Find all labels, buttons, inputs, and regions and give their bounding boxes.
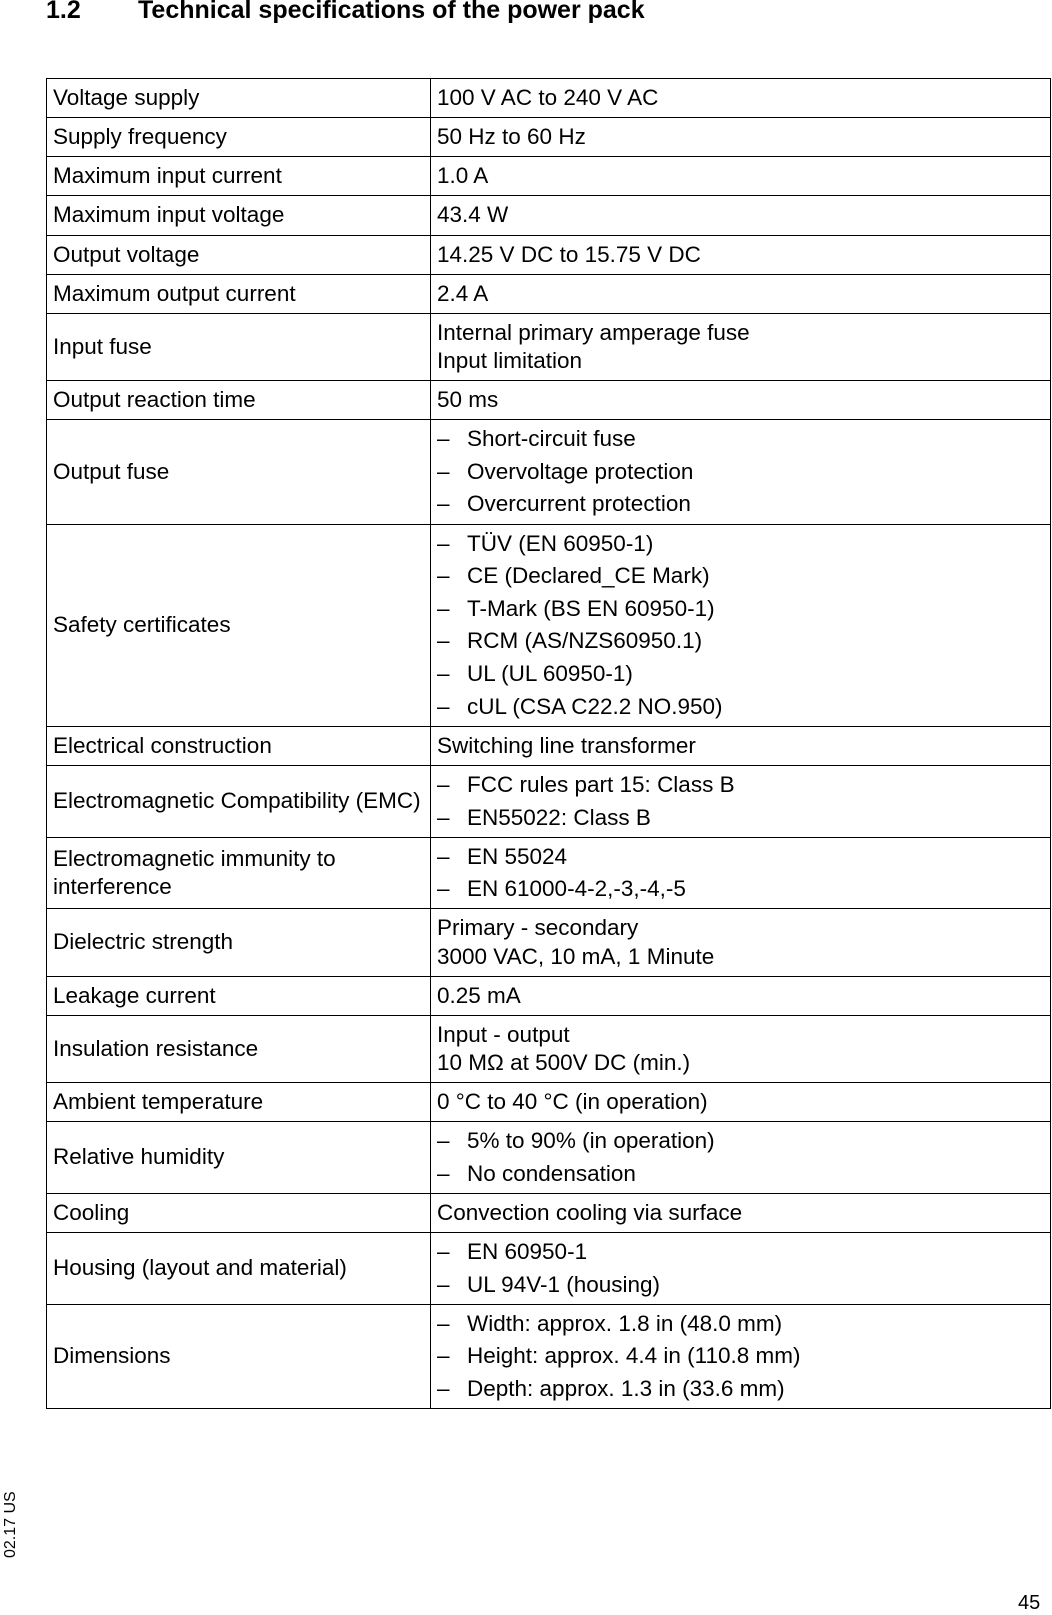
list-dash: –	[437, 595, 450, 621]
spec-row	[47, 1015, 1051, 1082]
spec-label: Input fuse	[47, 313, 431, 380]
spec-value	[431, 235, 1051, 274]
spec-list-item-text: EN 61000-4-2,-3,-4,-5	[467, 876, 686, 902]
spec-value	[431, 313, 1051, 380]
spec-value	[431, 1122, 1051, 1194]
spec-value	[431, 837, 1051, 909]
spec-value	[431, 765, 1051, 837]
spec-list-item	[437, 1238, 1044, 1266]
spec-list-item	[437, 1375, 1044, 1403]
spec-value-line: 1.0 A	[437, 163, 489, 189]
spec-list-item-text: Overcurrent protection	[467, 491, 691, 517]
spec-list-item	[437, 458, 1044, 486]
list-dash: –	[437, 1376, 450, 1401]
spec-value-line: 0 °C to 40 °C (in operation)	[437, 1089, 708, 1114]
spec-row	[47, 313, 1051, 380]
spec-label: Supply frequency	[47, 118, 431, 157]
spec-list-item	[437, 595, 1044, 623]
spec-row	[47, 196, 1051, 235]
spec-list-item	[437, 875, 1044, 903]
spec-list-item-text: No condensation	[467, 1160, 636, 1186]
spec-list-item	[437, 1310, 1044, 1338]
spec-list-item-text: Width: approx. 1.8 in (48.0 mm)	[467, 1310, 783, 1336]
spec-value-line: Primary - secondary	[437, 915, 639, 941]
spec-list-item-text: T-Mark (BS EN 60950-1)	[467, 595, 715, 621]
spec-value-line: Convection cooling via surface	[437, 1199, 743, 1225]
spec-value	[431, 1015, 1051, 1082]
list-dash: –	[437, 1271, 450, 1297]
specs-table-body	[47, 79, 1051, 1409]
spec-value	[431, 420, 1051, 524]
spec-value-line: 50 ms	[437, 387, 499, 412]
spec-list-item	[437, 562, 1044, 590]
spec-list-item-text: RCM (AS/NZS60950.1)	[467, 628, 703, 654]
spec-row	[47, 524, 1051, 726]
spec-list-item	[437, 804, 1044, 832]
spec-row	[47, 79, 1051, 118]
spec-row	[47, 1122, 1051, 1194]
spec-value-line: 0.25 mA	[437, 982, 521, 1008]
spec-list-item	[437, 771, 1044, 799]
spec-row	[47, 765, 1051, 837]
spec-list-item	[437, 1342, 1044, 1370]
list-dash: –	[437, 628, 450, 654]
spec-value	[431, 274, 1051, 313]
spec-list-item-text: Overvoltage protection	[467, 458, 694, 484]
spec-list-item	[437, 425, 1044, 453]
spec-label: Ambient temperature	[47, 1083, 431, 1122]
spec-label: Electromagnetic immunity to interference	[47, 837, 431, 909]
spec-value-line: 100 V AC to 240 V AC	[437, 85, 659, 110]
spec-value	[431, 381, 1051, 420]
spec-label: Voltage supply	[47, 79, 431, 118]
spec-label: Output fuse	[47, 420, 431, 524]
spec-list-item-text: Depth: approx. 1.3 in (33.6 mm)	[467, 1376, 785, 1401]
spec-label: Leakage current	[47, 976, 431, 1015]
spec-row	[47, 381, 1051, 420]
spec-value	[431, 157, 1051, 196]
spec-label: Maximum input current	[47, 157, 431, 196]
spec-label: Maximum input voltage	[47, 196, 431, 235]
spec-label: Maximum output current	[47, 274, 431, 313]
spec-list-item-text: UL (UL 60950-1)	[467, 661, 633, 686]
spec-row	[47, 909, 1051, 976]
spec-value	[431, 909, 1051, 976]
spec-value	[431, 524, 1051, 726]
spec-list-item-text: UL 94V-1 (housing)	[467, 1271, 661, 1297]
spec-row	[47, 726, 1051, 765]
spec-label: Cooling	[47, 1193, 431, 1232]
spec-value-line: 2.4 A	[437, 280, 489, 306]
spec-list-item-text: Height: approx. 4.4 in (110.8 mm)	[467, 1343, 801, 1369]
spec-row	[47, 118, 1051, 157]
spec-label: Safety certificates	[47, 524, 431, 726]
spec-value-line: 3000 VAC, 10 mA, 1 Minute	[437, 943, 715, 969]
spec-row	[47, 235, 1051, 274]
page-number: 45	[1018, 1592, 1041, 1614]
spec-list-item-text: EN55022: Class B	[467, 804, 651, 830]
list-dash: –	[437, 693, 450, 719]
spec-value-line: 43.4 W	[437, 202, 509, 228]
spec-row	[47, 420, 1051, 524]
spec-list-item-text: cUL (CSA C22.2 NO.950)	[467, 693, 723, 719]
list-dash: –	[437, 530, 450, 556]
specs-table	[46, 78, 1051, 1409]
spec-list-item	[437, 1127, 1044, 1155]
section-number: 1.2	[46, 0, 81, 24]
spec-label: Electromagnetic Compatibility (EMC)	[47, 765, 431, 837]
spec-list-item	[437, 530, 1044, 558]
spec-value-line: 10 MΩ at 500V DC (min.)	[437, 1049, 691, 1075]
spec-value	[431, 1304, 1051, 1408]
spec-value-line: Internal primary amperage fuse	[437, 319, 750, 345]
spec-value	[431, 1233, 1051, 1305]
spec-row	[47, 1304, 1051, 1408]
spec-value-line: 14.25 V DC to 15.75 V DC	[437, 241, 701, 267]
spec-list-item-text: Short-circuit fuse	[467, 426, 636, 452]
list-dash: –	[437, 804, 450, 830]
spec-list-item-text: 5% to 90% (in operation)	[467, 1128, 715, 1154]
list-dash: –	[437, 491, 450, 517]
spec-value	[431, 79, 1051, 118]
spec-row	[47, 1083, 1051, 1122]
spec-label: Housing (layout and material)	[47, 1233, 431, 1305]
list-dash: –	[437, 843, 450, 869]
spec-row	[47, 274, 1051, 313]
spec-value	[431, 118, 1051, 157]
spec-value	[431, 976, 1051, 1015]
spec-list-item-text: CE (Declared_CE Mark)	[467, 563, 710, 589]
list-dash: –	[437, 661, 450, 686]
spec-list-item-text: EN 55024	[467, 843, 568, 869]
spec-list-item-text: TÜV (EN 60950-1)	[467, 530, 654, 556]
list-dash: –	[437, 563, 450, 589]
spec-list-item	[437, 490, 1044, 518]
section-heading	[46, 0, 645, 25]
edition-code: 02.17 US	[2, 1491, 19, 1558]
spec-list-item	[437, 843, 1044, 871]
section-title: Technical specifications of the power pack	[138, 0, 645, 24]
spec-label: Output voltage	[47, 235, 431, 274]
spec-list-item	[437, 627, 1044, 655]
spec-list-item	[437, 693, 1044, 721]
list-dash: –	[437, 771, 450, 797]
list-dash: –	[437, 426, 450, 452]
spec-row	[47, 1233, 1051, 1305]
spec-label: Relative humidity	[47, 1122, 431, 1194]
spec-label: Electrical construction	[47, 726, 431, 765]
list-dash: –	[437, 1160, 450, 1186]
spec-list-item-text: EN 60950-1	[467, 1239, 588, 1264]
spec-label: Dimensions	[47, 1304, 431, 1408]
spec-value	[431, 196, 1051, 235]
spec-list-item	[437, 660, 1044, 688]
spec-value-line: 50 Hz to 60 Hz	[437, 124, 586, 150]
list-dash: –	[437, 1128, 450, 1154]
list-dash: –	[437, 1310, 450, 1336]
spec-value	[431, 726, 1051, 765]
list-dash: –	[437, 1239, 450, 1264]
spec-value-line: Switching line transformer	[437, 732, 696, 758]
spec-row	[47, 1193, 1051, 1232]
spec-label: Insulation resistance	[47, 1015, 431, 1082]
spec-list-item-text: FCC rules part 15: Class B	[467, 771, 735, 797]
spec-row	[47, 976, 1051, 1015]
spec-row	[47, 157, 1051, 196]
spec-row	[47, 837, 1051, 909]
spec-label: Dielectric strength	[47, 909, 431, 976]
spec-value-line: Input limitation	[437, 347, 583, 373]
list-dash: –	[437, 876, 450, 902]
spec-list-item	[437, 1271, 1044, 1299]
list-dash: –	[437, 1343, 450, 1369]
spec-value	[431, 1083, 1051, 1122]
spec-value	[431, 1193, 1051, 1232]
spec-label: Output reaction time	[47, 381, 431, 420]
spec-list-item	[437, 1160, 1044, 1188]
spec-value-line: Input - output	[437, 1021, 570, 1047]
list-dash: –	[437, 458, 450, 484]
